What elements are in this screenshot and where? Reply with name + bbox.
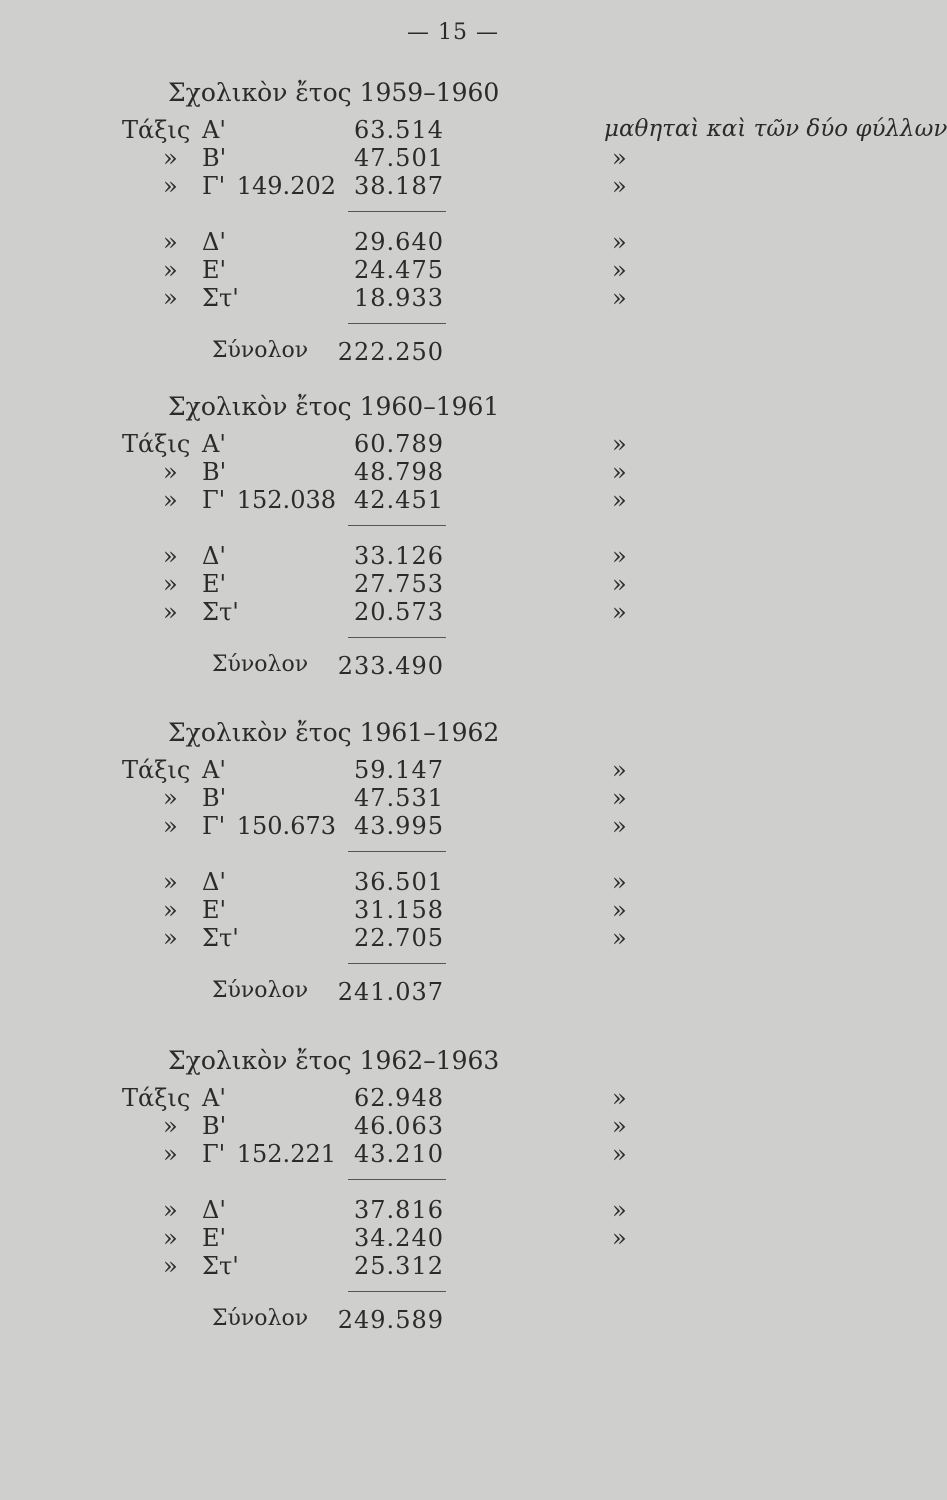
grade-label: Α' [202,1084,226,1112]
ditto-mark: » [163,542,178,570]
grade-label: Στ' [202,1252,239,1280]
student-count: 22.705 [354,924,444,952]
ditto-mark: » [612,430,627,458]
student-count: 48.798 [354,458,444,486]
grade-label: Ε' [202,256,227,284]
section-heading: Σχολικὸν ἔτος 1961–1962 [168,718,500,747]
ditto-mark: » [612,1224,627,1252]
grade-label: Β' [202,784,227,812]
ditto-mark: » [163,458,178,486]
sum-rule [348,1291,446,1292]
grade-label: Δ' [202,228,226,256]
grade-row [0,430,906,460]
grade-label: Στ' [202,924,239,952]
grade-row [0,116,947,146]
ditto-mark: » [612,144,627,172]
sum-rule [348,525,446,526]
grade-row [0,458,906,488]
grade-row [0,542,906,572]
grade-label: Α' [202,756,226,784]
taxis-label: Τάξις [122,116,191,144]
sum-rule [348,851,446,852]
grade-row [0,1252,906,1282]
ditto-mark: » [163,1140,178,1168]
student-count: 63.514 [354,116,444,144]
total-value: 233.490 [337,652,444,680]
ditto-mark: » [612,598,627,626]
grade-row [0,1112,906,1142]
ditto-mark: » [612,542,627,570]
grade-row [0,896,906,926]
sum-rule [348,211,446,212]
ditto-mark: » [163,784,178,812]
grade-row [0,284,906,314]
student-count: 37.816 [354,1196,444,1224]
grade-label: Β' [202,458,227,486]
ditto-mark: » [612,256,627,284]
ditto-mark: » [612,924,627,952]
grade-row [0,1224,906,1254]
grade-label: Δ' [202,1196,226,1224]
student-count: 20.573 [354,598,444,626]
ditto-mark: » [163,924,178,952]
student-count: 25.312 [354,1252,444,1280]
lower-grades-subtotal: 150.673 [236,812,336,840]
student-count: 38.187 [354,172,444,200]
grade-label: Στ' [202,598,239,626]
lower-grades-subtotal: 149.202 [236,172,336,200]
student-count: 31.158 [354,896,444,924]
sum-rule [348,1179,446,1180]
total-label: Σύνολον [212,652,309,677]
student-count: 24.475 [354,256,444,284]
total-value: 222.250 [337,338,444,366]
ditto-mark: » [163,486,178,514]
grade-row [0,784,906,814]
ditto-mark: » [612,1112,627,1140]
ditto-mark: » [612,868,627,896]
grade-row [0,868,906,898]
grade-row [0,1196,906,1226]
student-count: 36.501 [354,868,444,896]
page-number: — 15 — [407,20,499,45]
sum-rule [348,323,446,324]
student-count: 59.147 [354,756,444,784]
taxis-label: Τάξις [122,430,191,458]
total-label: Σύνολον [212,1306,309,1331]
student-count: 62.948 [354,1084,444,1112]
grade-row [0,256,906,286]
ditto-mark: » [163,1196,178,1224]
ditto-mark: » [163,1252,178,1280]
grade-row [0,1084,906,1114]
lower-grades-subtotal: 152.038 [236,486,336,514]
ditto-mark: » [612,1140,627,1168]
ditto-mark: » [612,284,627,312]
student-count: 42.451 [354,486,444,514]
grade-row [0,1140,906,1170]
ditto-mark: » [612,228,627,256]
lower-grades-subtotal: 152.221 [236,1140,336,1168]
ditto-mark: » [163,172,178,200]
ditto-mark: » [612,1084,627,1112]
section-heading: Σχολικὸν ἔτος 1959–1960 [168,78,500,107]
ditto-mark: » [612,486,627,514]
grade-row [0,598,906,628]
sum-rule [348,637,446,638]
student-count: 46.063 [354,1112,444,1140]
ditto-mark: » [612,784,627,812]
unit-note: μαθηταὶ καὶ τῶν δύο φύλλων [604,116,947,142]
ditto-mark: » [163,1112,178,1140]
total-value: 241.037 [337,978,444,1006]
student-count: 27.753 [354,570,444,598]
ditto-mark: » [612,812,627,840]
ditto-mark: » [612,896,627,924]
grade-label: Δ' [202,542,226,570]
grade-label: Β' [202,144,227,172]
grade-label: Γ' [202,486,226,514]
ditto-mark: » [163,284,178,312]
grade-label: Ε' [202,1224,227,1252]
grade-row [0,812,906,842]
ditto-mark: » [163,868,178,896]
grade-label: Γ' [202,812,226,840]
total-label: Σύνολον [212,978,309,1003]
grade-label: Α' [202,116,226,144]
grade-label: Ε' [202,896,227,924]
grade-row [0,486,906,516]
total-value: 249.589 [337,1306,444,1334]
student-count: 33.126 [354,542,444,570]
ditto-mark: » [612,570,627,598]
ditto-mark: » [612,172,627,200]
student-count: 47.501 [354,144,444,172]
ditto-mark: » [163,598,178,626]
ditto-mark: » [612,458,627,486]
ditto-mark: » [163,144,178,172]
grade-label: Γ' [202,1140,226,1168]
grade-label: Α' [202,430,226,458]
ditto-mark: » [163,1224,178,1252]
grade-row [0,756,906,786]
grade-row [0,924,906,954]
ditto-mark: » [163,570,178,598]
grade-row [0,172,906,202]
student-count: 47.531 [354,784,444,812]
grade-label: Γ' [202,172,226,200]
student-count: 43.995 [354,812,444,840]
grade-label: Δ' [202,868,226,896]
sum-rule [348,963,446,964]
grade-label: Ε' [202,570,227,598]
student-count: 18.933 [354,284,444,312]
section-heading: Σχολικὸν ἔτος 1962–1963 [168,1046,500,1075]
ditto-mark: » [612,1196,627,1224]
student-count: 34.240 [354,1224,444,1252]
grade-row [0,228,906,258]
total-label: Σύνολον [212,338,309,363]
ditto-mark: » [163,228,178,256]
grade-label: Στ' [202,284,239,312]
ditto-mark: » [163,896,178,924]
section-heading: Σχολικὸν ἔτος 1960–1961 [168,392,500,421]
grade-row [0,144,906,174]
taxis-label: Τάξις [122,1084,191,1112]
ditto-mark: » [163,256,178,284]
ditto-mark: » [612,756,627,784]
taxis-label: Τάξις [122,756,191,784]
student-count: 29.640 [354,228,444,256]
grade-row [0,570,906,600]
student-count: 43.210 [354,1140,444,1168]
ditto-mark: » [163,812,178,840]
student-count: 60.789 [354,430,444,458]
grade-label: Β' [202,1112,227,1140]
